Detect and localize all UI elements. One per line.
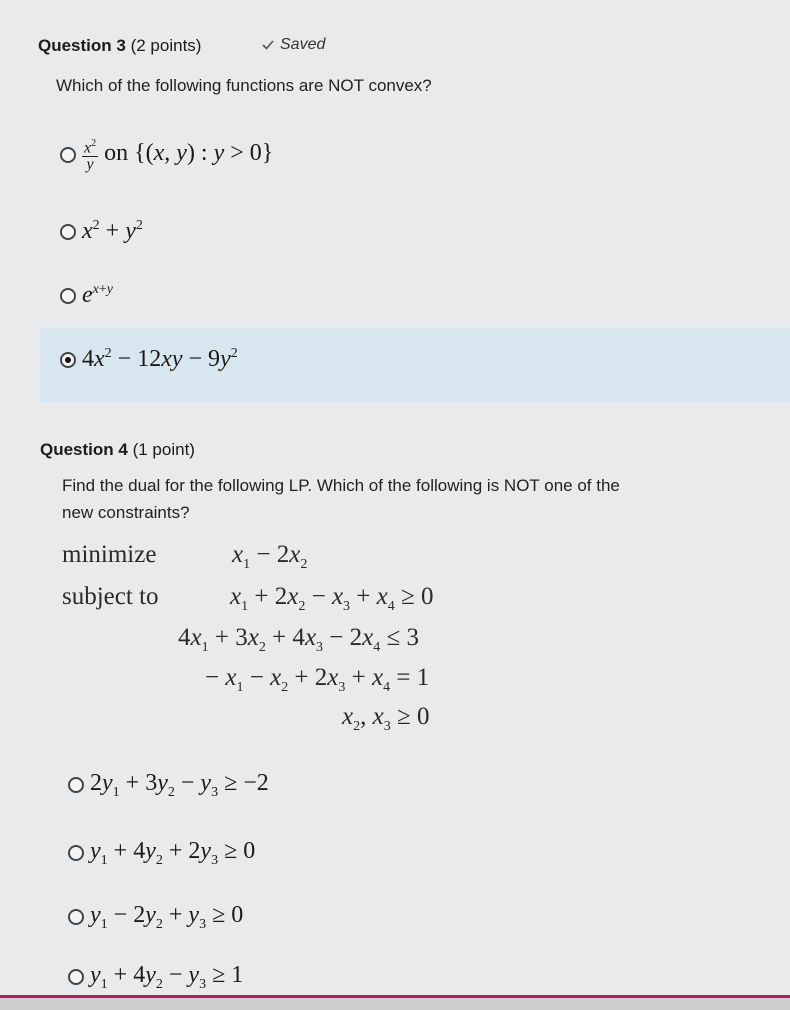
lp-constraint-1: $x_1 + 2x_2 - x_3 + x_4 \ge 0$ [230,583,434,614]
q4-option-3[interactable] [68,902,243,933]
q3-option-4-label: $4x^2 - 12xy - 9y^2$ [82,346,238,372]
q4-option-2-label: $y_1 + 4y_2 + 2y_3 \ge 0$ [90,838,256,868]
checkmark-icon [262,39,274,51]
q4-option-1-label: $2y_1 + 3y_2 - y_3 \ge -2$ [90,770,269,800]
saved-label: Saved [280,36,326,53]
q4-option-4-label: $y_1 + 4y_2 - y_3 \ge 1$ [90,962,244,992]
q3-option-1-label: $\frac{x^2}{y}$ on {(x, y) : y > 0} [84,138,274,174]
question-title: Question 4 [40,440,128,459]
lp-minimize-label: minimize [62,541,157,568]
saved-status [262,36,325,54]
lp-objective: $x_1 - 2x_2$ [232,541,308,572]
radio-button[interactable] [68,845,84,861]
radio-button[interactable] [60,224,76,240]
radio-button[interactable] [60,288,76,304]
radio-button[interactable] [68,969,84,985]
q3-option-4[interactable] [60,346,238,373]
question-4-prompt-line-1: Find the dual for the following LP. Which of the following is NOT one of the [62,476,620,495]
q4-option-1[interactable] [68,770,269,801]
question-3-prompt: Which of the following functions are NOT convex? [56,76,432,95]
radio-button[interactable] [60,147,76,163]
question-4-prompt-line-2: new constraints? [62,503,190,522]
lp-subject-label: subject to [62,583,159,610]
q3-option-2-label: $x^2 + y^2$ [82,218,143,244]
lp-constraint-3: − $x_1 - x_2 + 2x_3 + x_4 = 1$ [205,664,430,695]
q4-option-3-label: $y_1 - 2y_2 + y_3 \ge 0$ [90,902,244,932]
radio-button-selected[interactable] [60,352,76,368]
q3-option-2[interactable] [60,218,143,245]
question-4-header [40,440,195,460]
q3-option-1[interactable] [60,136,273,173]
q3-option-3-label: $e^{x+y}$ [82,282,113,308]
question-3-header [38,36,201,56]
bottom-divider [0,995,790,1010]
radio-button[interactable] [68,777,84,793]
lp-constraint-4: $x_2$, $x_3 \ge 0$ [342,703,430,734]
question-points: (2 points) [130,36,202,55]
radio-button[interactable] [68,909,84,925]
q4-option-2[interactable] [68,838,255,869]
lp-constraint-2: $4x_1 + 3x_2 + 4x_3 - 2x_4 \le 3$ [178,624,419,655]
question-title: Question 3 [38,36,126,55]
q3-option-3[interactable] [60,282,113,309]
question-points: (1 point) [132,440,195,459]
q4-option-4[interactable] [68,962,243,993]
